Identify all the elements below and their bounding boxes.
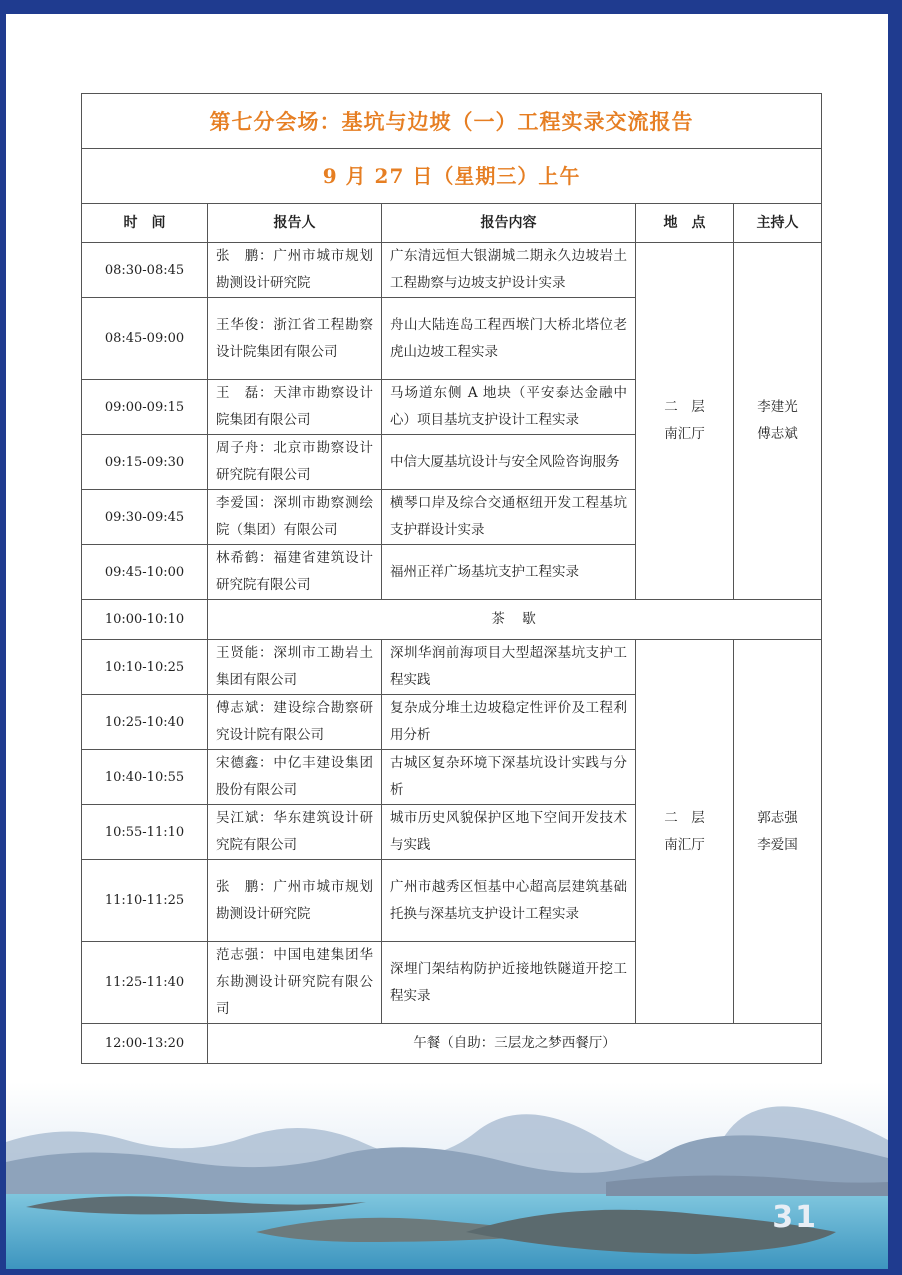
page-frame-right bbox=[888, 0, 902, 1275]
content-cell: 中信大厦基坑设计与安全风险咨询服务 bbox=[382, 435, 636, 490]
host-name: 李爱国 bbox=[757, 836, 798, 853]
header-content: 报告内容 bbox=[382, 204, 636, 243]
place-hall: 南汇厅 bbox=[664, 836, 705, 853]
host-cell-1 bbox=[734, 243, 822, 600]
content-cell: 深埋门架结构防护近接地铁隧道开挖工程实录 bbox=[382, 942, 636, 1024]
content-cell: 城市历史风貌保护区地下空间开发技术与实践 bbox=[382, 805, 636, 860]
tea-break-label: 茶 歇 bbox=[208, 600, 822, 640]
speaker-cell: 宋德鑫：中亿丰建设集团股份有限公司 bbox=[208, 750, 382, 805]
time-cell: 10:10-10:25 bbox=[82, 640, 208, 695]
place-floor: 二 层 bbox=[664, 399, 705, 415]
content-cell: 广州市越秀区恒基中心超高层建筑基础托换与深基坑支护设计工程实录 bbox=[382, 860, 636, 942]
speaker-cell: 张 鹏：广州市城市规划勘测设计研究院 bbox=[208, 243, 382, 298]
time-cell: 09:30-09:45 bbox=[82, 490, 208, 545]
lunch-label: 午餐（自助：三层龙之梦西餐厅） bbox=[208, 1024, 822, 1064]
page-frame-top bbox=[0, 0, 902, 14]
time-cell: 10:25-10:40 bbox=[82, 695, 208, 750]
speaker-cell: 张 鹏：广州市城市规划勘测设计研究院 bbox=[208, 860, 382, 942]
speaker-cell: 李爱国：深圳市勘察测绘院（集团）有限公司 bbox=[208, 490, 382, 545]
speaker-cell: 吴江斌：华东建筑设计研究院有限公司 bbox=[208, 805, 382, 860]
header-place: 地 点 bbox=[636, 204, 734, 243]
landscape-illustration bbox=[6, 1082, 888, 1269]
header-speaker: 报告人 bbox=[208, 204, 382, 243]
place-cell-1 bbox=[636, 243, 734, 600]
time-cell: 09:15-09:30 bbox=[82, 435, 208, 490]
content-cell: 广东清远恒大银湖城二期永久边坡岩土工程勘察与边坡支护设计实录 bbox=[382, 243, 636, 298]
host-cell-2 bbox=[734, 640, 822, 1024]
header-host: 主持人 bbox=[734, 204, 822, 243]
speaker-cell: 王华俊：浙江省工程勘察设计院集团有限公司 bbox=[208, 298, 382, 380]
schedule-table bbox=[81, 93, 822, 1064]
speaker-cell: 傅志斌：建设综合勘察研究设计院有限公司 bbox=[208, 695, 382, 750]
time-cell: 09:45-10:00 bbox=[82, 545, 208, 600]
content-cell: 复杂成分堆土边坡稳定性评价及工程利用分析 bbox=[382, 695, 636, 750]
place-hall: 南汇厅 bbox=[664, 426, 705, 442]
host-name: 李建光 bbox=[757, 399, 798, 415]
time-cell: 11:25-11:40 bbox=[82, 942, 208, 1024]
host-name: 郭志强 bbox=[757, 809, 798, 826]
page-frame-bottom bbox=[0, 1269, 902, 1275]
time-cell: 08:30-08:45 bbox=[82, 243, 208, 298]
content-cell: 古城区复杂环境下深基坑设计实践与分析 bbox=[382, 750, 636, 805]
speaker-cell: 林希鹤：福建省建筑设计研究院有限公司 bbox=[208, 545, 382, 600]
speaker-cell: 范志强：中国电建集团华东勘测设计研究院有限公司 bbox=[208, 942, 382, 1024]
table-header-row bbox=[82, 204, 822, 243]
lunch-row bbox=[82, 1024, 822, 1064]
content-cell: 横琴口岸及综合交通枢纽开发工程基坑支护群设计实录 bbox=[382, 490, 636, 545]
content-cell: 舟山大陆连岛工程西堠门大桥北塔位老虎山边坡工程实录 bbox=[382, 298, 636, 380]
session-date: 9 月 27 日（星期三）上午 bbox=[82, 149, 822, 204]
time-cell: 12:00-13:20 bbox=[82, 1024, 208, 1064]
content-cell: 福州正祥广场基坑支护工程实录 bbox=[382, 545, 636, 600]
time-cell: 10:55-11:10 bbox=[82, 805, 208, 860]
header-time: 时 间 bbox=[82, 204, 208, 243]
tea-break-row bbox=[82, 600, 822, 640]
time-cell: 08:45-09:00 bbox=[82, 298, 208, 380]
place-floor: 二 层 bbox=[664, 809, 705, 826]
speaker-cell: 周子舟：北京市勘察设计研究院有限公司 bbox=[208, 435, 382, 490]
content-cell: 深圳华润前海项目大型超深基坑支护工程实践 bbox=[382, 640, 636, 695]
table-row bbox=[82, 640, 822, 695]
session-title: 第七分会场：基坑与边坡（一）工程实录交流报告 bbox=[82, 94, 822, 149]
place-cell-2 bbox=[636, 640, 734, 1024]
speaker-cell: 王贤能：深圳市工勘岩土集团有限公司 bbox=[208, 640, 382, 695]
speaker-cell: 王 磊：天津市勘察设计院集团有限公司 bbox=[208, 380, 382, 435]
content-cell: 马场道东侧 A 地块（平安泰达金融中心）项目基坑支护设计工程实录 bbox=[382, 380, 636, 435]
time-cell: 10:40-10:55 bbox=[82, 750, 208, 805]
table-row bbox=[82, 243, 822, 298]
time-cell: 11:10-11:25 bbox=[82, 860, 208, 942]
host-name: 傅志斌 bbox=[757, 426, 798, 442]
time-cell: 09:00-09:15 bbox=[82, 380, 208, 435]
page-number: 31 bbox=[772, 1200, 818, 1235]
time-cell: 10:00-10:10 bbox=[82, 600, 208, 640]
